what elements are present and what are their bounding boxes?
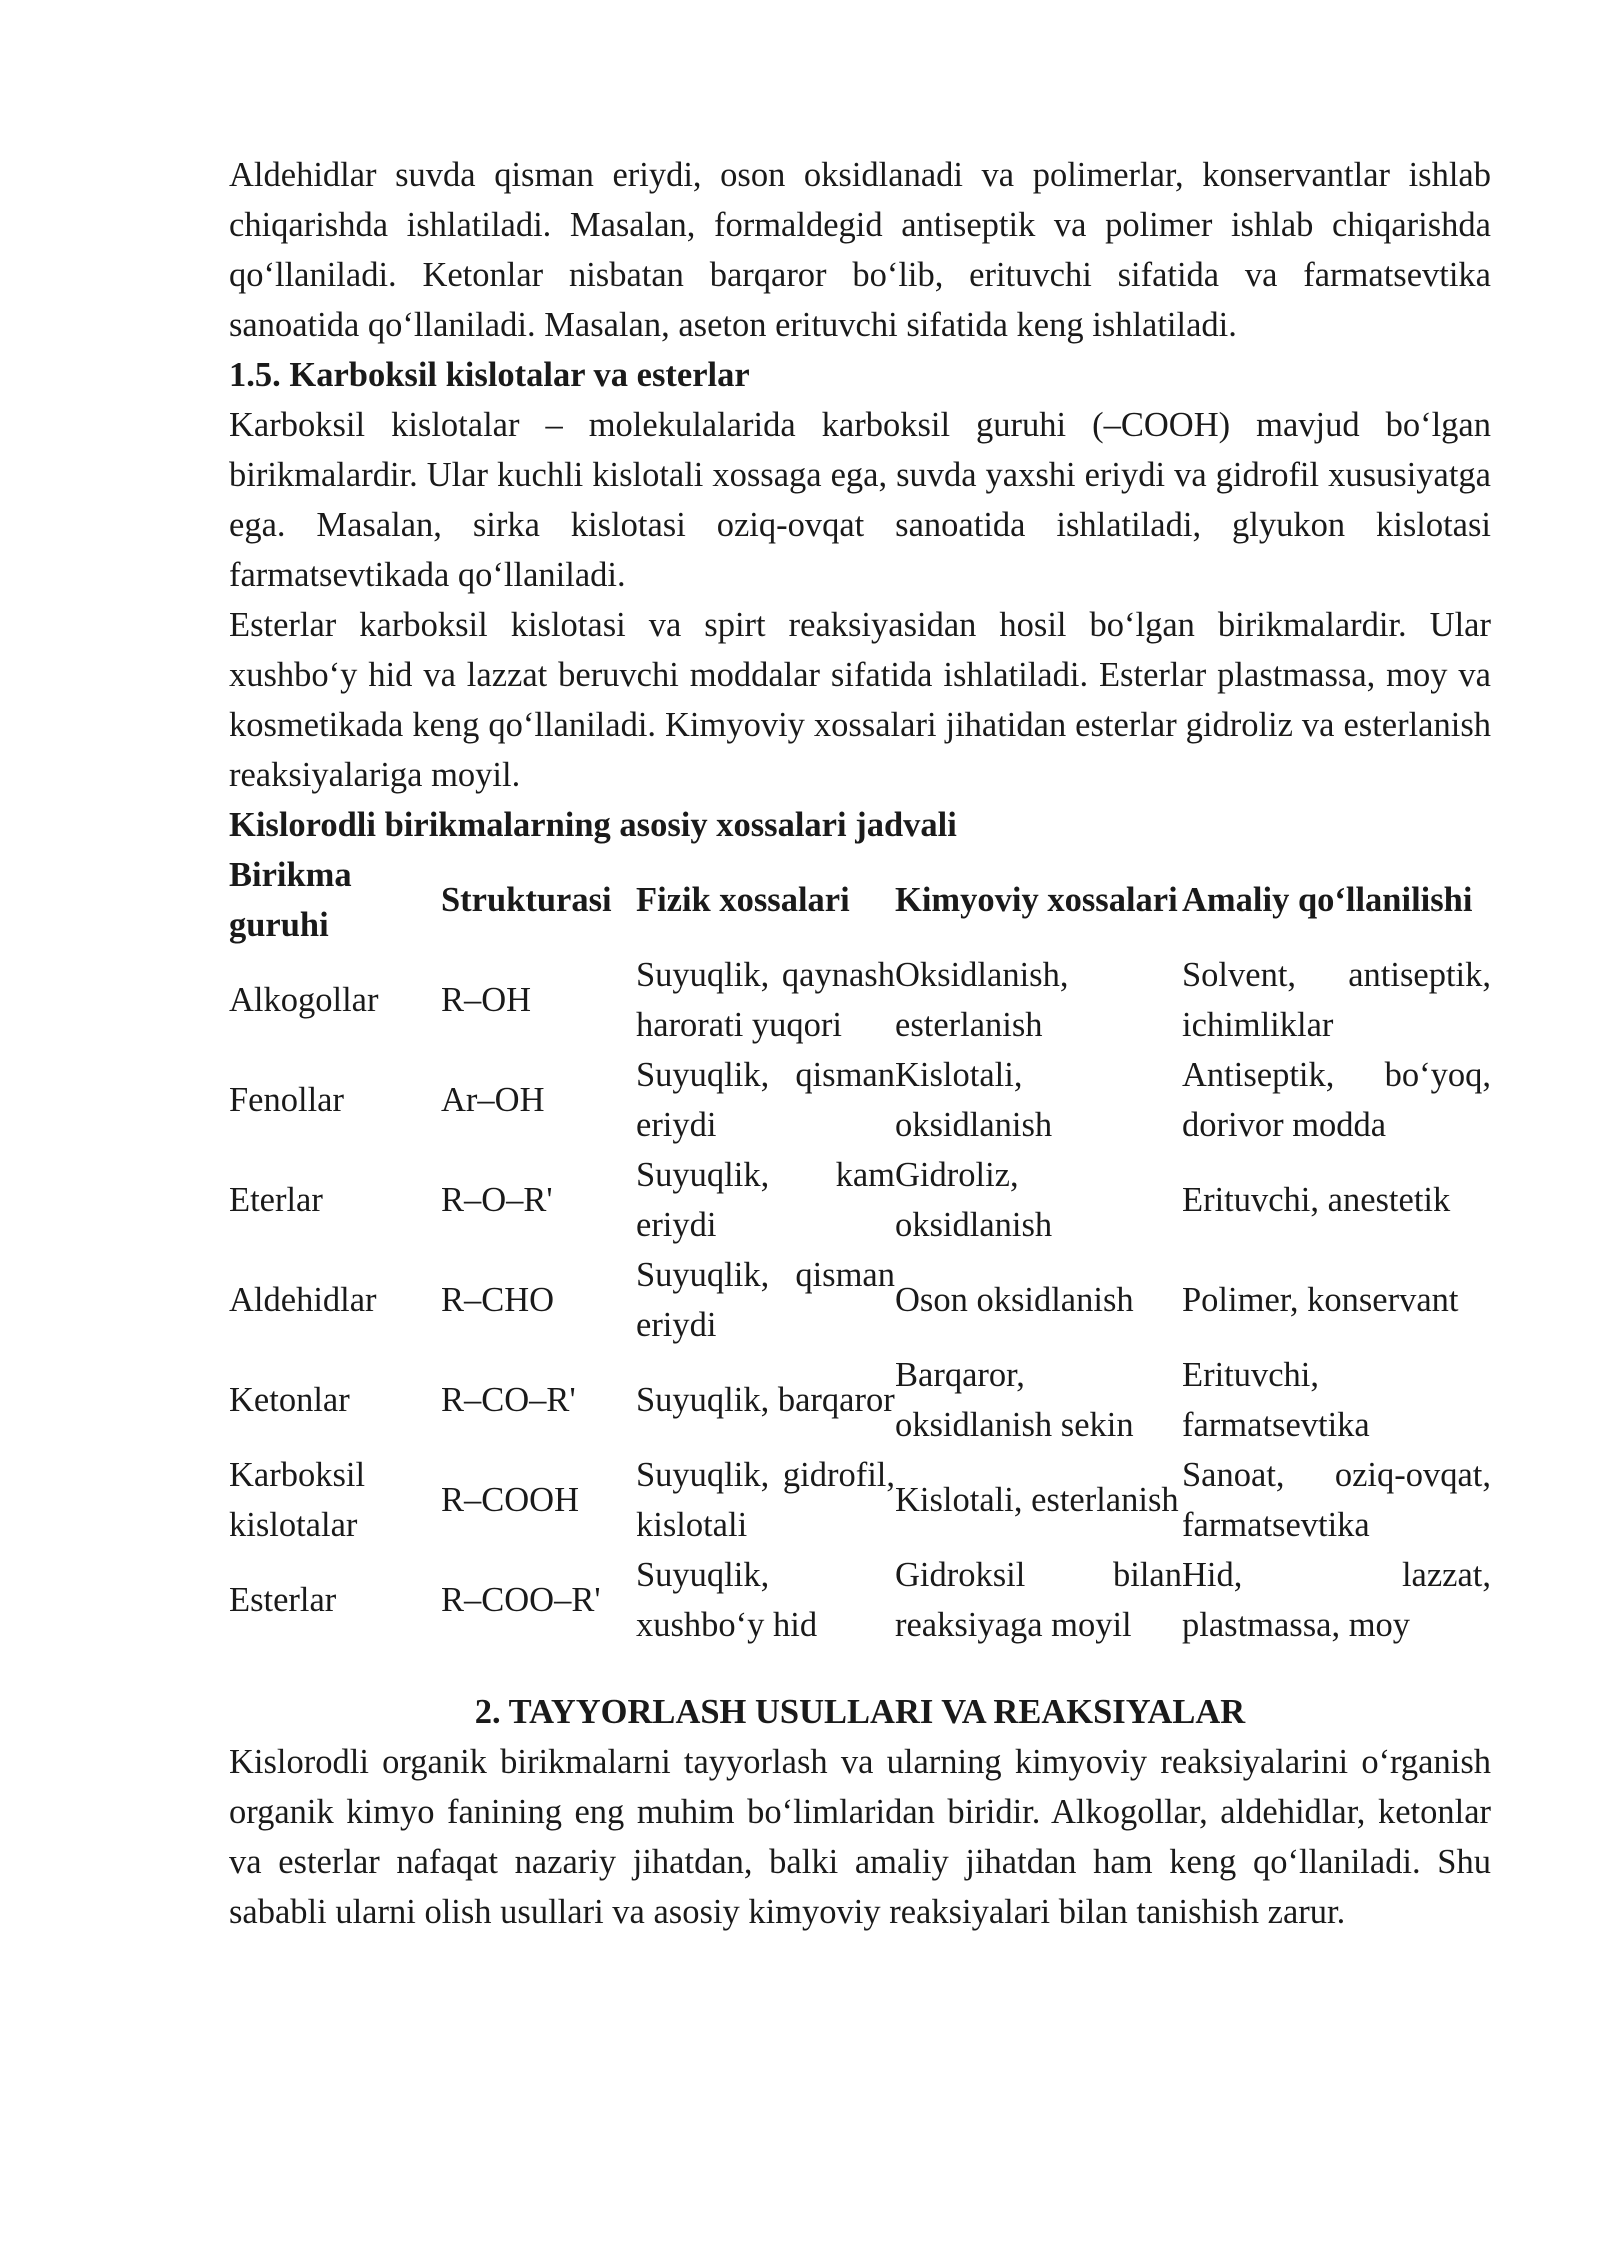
table-row (229, 1450, 1491, 1550)
cell-structure: R–CHO (441, 1281, 555, 1319)
cell-structure: R–COOH (441, 1481, 580, 1519)
cell-use: Erituvchi, anestetik (1182, 1181, 1451, 1219)
cell-chemical: Gidroliz, oksidlanish (895, 1156, 1053, 1244)
cell-use: Sanoat, oziq-ovqat, farmatsevtika (1182, 1456, 1491, 1544)
cell-chemical: Kislotali, oksidlanish (895, 1056, 1053, 1144)
cell-group: Aldehidlar (229, 1281, 377, 1319)
table-caption: Kislorodli birikmalarning asosiy xossalari jadvali (229, 806, 957, 844)
cell-group: Eterlar (229, 1181, 323, 1219)
cell-physical: Suyuqlik, xushbo‘y hid (636, 1556, 818, 1644)
cell-chemical: Gidroksil bilan reaksiyaga moyil (895, 1556, 1182, 1644)
cell-group: Alkogollar (229, 981, 379, 1019)
cell-use: Solvent, antiseptik, ichimliklar (1182, 956, 1491, 1044)
cell-structure: Ar–OH (441, 1081, 545, 1119)
cell-structure: R–CO–R' (441, 1381, 576, 1419)
properties-table (229, 850, 1491, 1650)
cell-physical: Suyuqlik, qaynash harorati yuqori (636, 956, 895, 1044)
cell-chemical: Kislotali, esterlanish (895, 1481, 1179, 1519)
table-row (229, 1150, 1491, 1250)
cell-physical: Suyuqlik, gidrofil, kislotali (636, 1456, 895, 1544)
cell-structure: R–COO–R' (441, 1581, 601, 1619)
header-chemical-properties: Kimyoviy xossalari (895, 881, 1178, 919)
cell-use: Erituvchi, farmatsevtika (1182, 1356, 1370, 1444)
carboxylic-acids-paragraph: Karboksil kislotalar – molekulalarida karboksil guruhi (–COOH) mavjud bo‘lgan birikmalardir. Ular kuchli kislotali xossaga ega, suvda yaxshi eriydi va gidrofil xususiyatga ega. Masalan, sirka kislotasi oziq-ovqat sanoatida ishlatiladi, glyukon kislotasi farmatsevtikada qo‘llaniladi. (229, 406, 1491, 594)
cell-group: Karboksil kislotalar (229, 1456, 366, 1544)
preparation-paragraph: Kislorodli organik birikmalarni tayyorlash va ularning kimyoviy reaksiyalarini o‘rganish organik kimyo fanining eng muhim bo‘limlaridan biridir. Alkogollar, aldehidlar, ketonlar va esterlar nafaqat nazariy jihatdan, balki amaliy jihatdan ham keng qo‘llaniladi. Shu sababli ularni olish usullari va asosiy kimyoviy reaksiyalari bilan tanishish zarur. (229, 1743, 1491, 1931)
header-practical-use: Amaliy qo‘llanilishi (1182, 881, 1473, 919)
esters-paragraph: Esterlar karboksil kislotasi va spirt reaksiyasidan hosil bo‘lgan birikmalardir. Ular xushbo‘y hid va lazzat beruvchi moddalar sifatida ishlatiladi. Esterlar plastmassa, moy va kosmetikada keng qo‘llaniladi. Kimyoviy xossalari jihatidan esterlar gidroliz va esterlanish reaksiyalariga moyil. (229, 606, 1491, 794)
cell-physical: Suyuqlik, qisman eriydi (636, 1056, 895, 1144)
table-row (229, 1250, 1491, 1350)
cell-use: Hid, lazzat, plastmassa, moy (1182, 1556, 1491, 1644)
header-structure: Strukturasi (441, 881, 612, 919)
cell-use: Polimer, konservant (1182, 1281, 1459, 1319)
table-header-row (229, 850, 1491, 950)
table-row (229, 1550, 1491, 1650)
cell-group: Esterlar (229, 1581, 337, 1619)
cell-group: Fenollar (229, 1081, 344, 1119)
header-physical-properties: Fizik xossalari (636, 881, 850, 919)
section-1-5-heading: 1.5. Karboksil kislotalar va esterlar (229, 356, 750, 394)
cell-physical: Suyuqlik, kam eriydi (636, 1156, 895, 1244)
cell-chemical: Barqaror, oksidlanish sekin (895, 1356, 1134, 1444)
cell-chemical: Oson oksidlanish (895, 1281, 1134, 1319)
cell-group: Ketonlar (229, 1381, 350, 1419)
cell-structure: R–OH (441, 981, 532, 1019)
header-compound-group: Birikma guruhi (229, 856, 352, 944)
cell-use: Antiseptik, bo‘yoq, dorivor modda (1182, 1056, 1491, 1144)
table-row (229, 1050, 1491, 1150)
cell-structure: R–O–R' (441, 1181, 553, 1219)
table-row (229, 950, 1491, 1050)
table-row (229, 1350, 1491, 1450)
intro-paragraph: Aldehidlar suvda qisman eriydi, oson oksidlanadi va polimerlar, konservantlar ishlab chiqarishda ishlatiladi. Masalan, formaldegid antiseptik va polimer ishlab chiqarishda qo‘llaniladi. Ketonlar nisbatan barqaror bo‘lib, erituvchi sifatida va farmatsevtika sanoatida qo‘llaniladi. Masalan, aseton erituvchi sifatida keng ishlatiladi. (229, 156, 1491, 344)
cell-chemical: Oksidlanish, esterlanish (895, 956, 1069, 1044)
cell-physical: Suyuqlik, barqaror (636, 1381, 895, 1419)
section-2-heading: 2. TAYYORLASH USULLARI VA REAKSIYALAR (474, 1693, 1246, 1731)
document-page (229, 150, 1491, 1937)
cell-physical: Suyuqlik, qisman eriydi (636, 1256, 895, 1344)
